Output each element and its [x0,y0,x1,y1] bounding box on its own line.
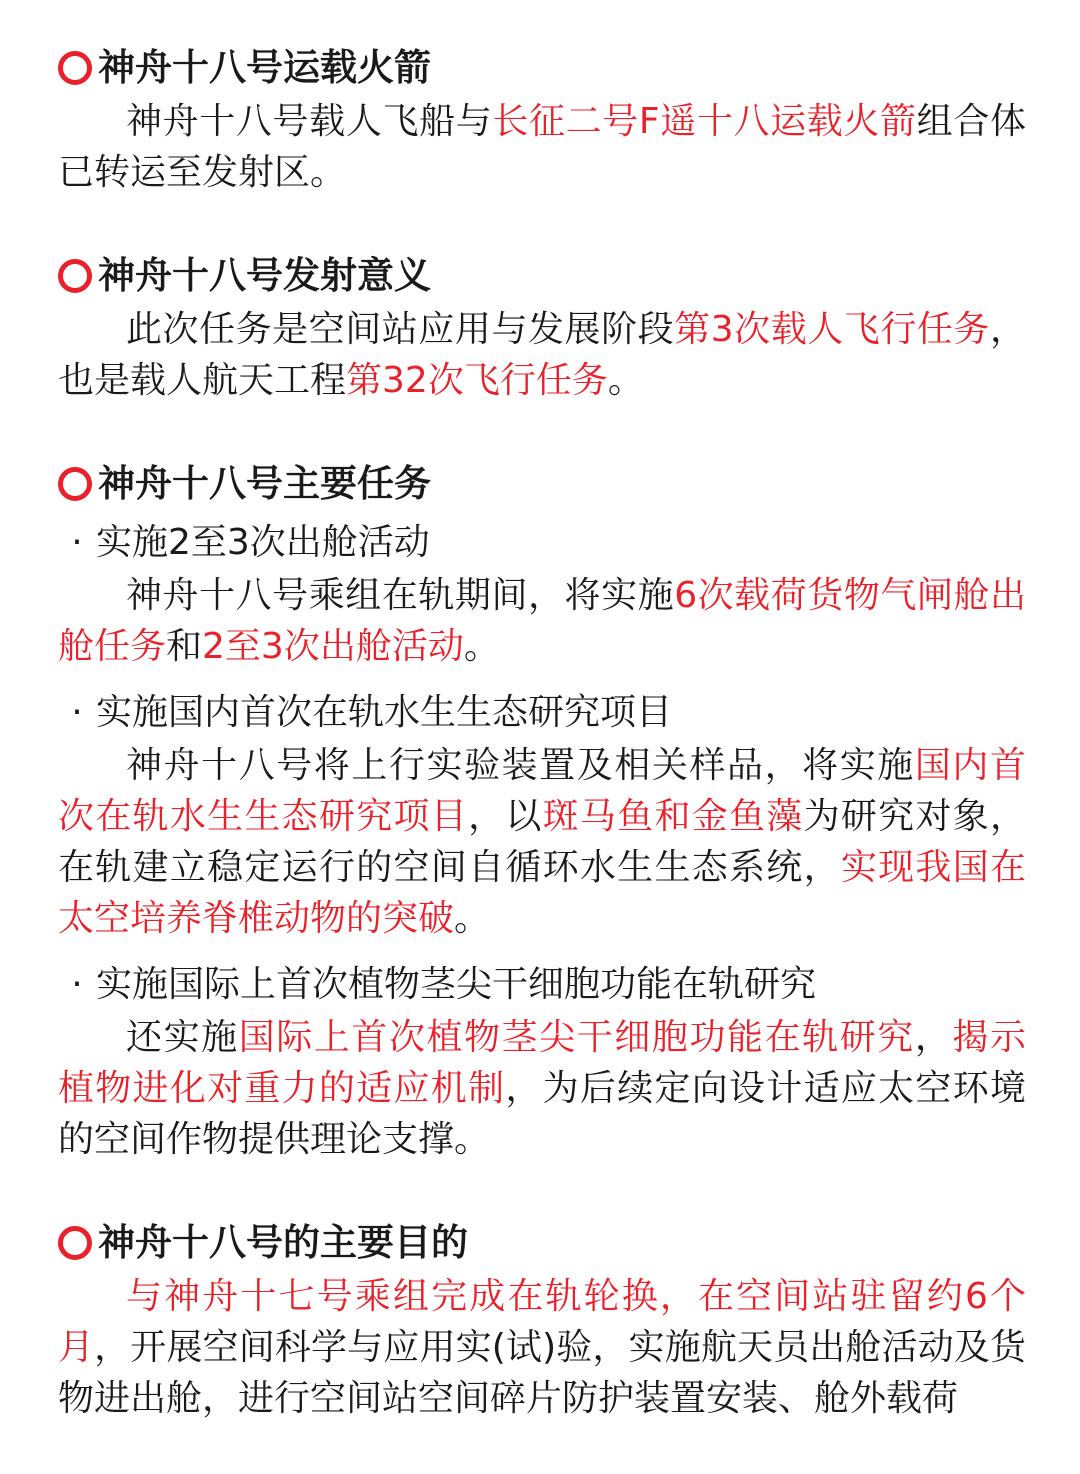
highlight-text: 实现我国在太空培养脊椎动物的突破 [58,847,1026,939]
section-significance [58,248,1026,406]
paragraph [58,1012,1026,1165]
paragraph [58,1271,1026,1424]
task-title: 实施2至3次出舱活动 [96,522,430,563]
task-label [58,958,1026,1012]
text: ， [914,1017,953,1058]
section-main-tasks [58,456,1026,1165]
highlight-text: 第3次载人飞行任务 [674,309,990,350]
red-circle-icon [58,467,92,501]
paragraph [58,570,1026,672]
document-body [58,40,1026,1474]
text: 神舟十八号将上行实验装置及相关样品，将实施 [126,745,915,786]
text: 。 [607,360,644,401]
text: ，开展空间科学与应用实(试)验，实施航天员出舱活动及货物进出舱，进行空间站空间碎片防护装置安装、舱外载荷 [58,1327,1026,1419]
red-circle-icon [58,1226,92,1260]
section-title: 神舟十八号运载火箭 [98,46,431,89]
section-main-purpose [58,1215,1026,1424]
text: ，为后续定向设计适应太空环境的空间作物提供理论支撑。 [58,1068,1026,1160]
text: ，也是载人航天工程 [58,309,1026,401]
text: 还实施 [126,1017,239,1058]
section-launch-vehicle [58,40,1026,198]
bullet-dot-icon: · [71,522,83,563]
task-title: 实施国内首次在轨水生生态研究项目 [96,692,673,733]
text: 此次任务是空间站应用与发展阶段 [126,309,675,350]
bullet-dot-icon: · [71,692,83,733]
task-item [58,958,1026,1165]
highlight-text: 国际上首次植物茎尖干细胞功能在轨研究 [238,1017,915,1058]
text: 组合体已转运至发射区。 [58,101,1026,193]
task-item [58,516,1026,672]
highlight-text: 2至3次出舱活动 [202,626,464,667]
highlight-text: 国内首次在轨水生生态研究项目 [58,745,1026,837]
task-label [58,516,1026,570]
section-heading [58,1215,1026,1271]
task-title: 实施国际上首次植物茎尖干细胞功能在轨研究 [96,964,817,1005]
text: 。 [463,626,500,667]
section-heading [58,248,1026,304]
bullet-dot-icon: · [71,964,83,1005]
paragraph [58,304,1026,406]
text: 为研究对象，在轨建立稳定运行的空间自循环水生生态系统， [58,796,1026,888]
section-heading [58,456,1026,512]
task-item [58,686,1026,944]
paragraph [58,740,1026,944]
red-circle-icon [58,51,92,85]
red-circle-icon [58,259,92,293]
text: 和 [166,626,203,667]
highlight-text: 长征二号F遥十八运载火箭 [492,101,917,142]
task-label [58,686,1026,740]
section-heading [58,40,1026,96]
highlight-text: 斑马鱼和金鱼藻 [542,796,804,837]
section-title: 神舟十八号发射意义 [98,254,431,297]
text: 。 [454,898,491,939]
text: ，以 [468,796,543,837]
highlight-text: 第32次飞行任务 [346,360,608,401]
text: 神舟十八号载人飞船与 [126,101,493,142]
section-title: 神舟十八号主要任务 [98,462,431,505]
paragraph [58,96,1026,198]
highlight-text: 揭示植物进化对重力的适应机制 [58,1017,1026,1109]
highlight-text: 与神舟十七号乘组完成在轨轮换，在空间站驻留约6个月 [58,1276,1026,1368]
section-title: 神舟十八号的主要目的 [98,1221,468,1264]
text: 神舟十八号乘组在轨期间，将实施 [126,575,675,616]
highlight-text: 6次载荷货物气闸舱出舱任务 [58,575,1026,667]
